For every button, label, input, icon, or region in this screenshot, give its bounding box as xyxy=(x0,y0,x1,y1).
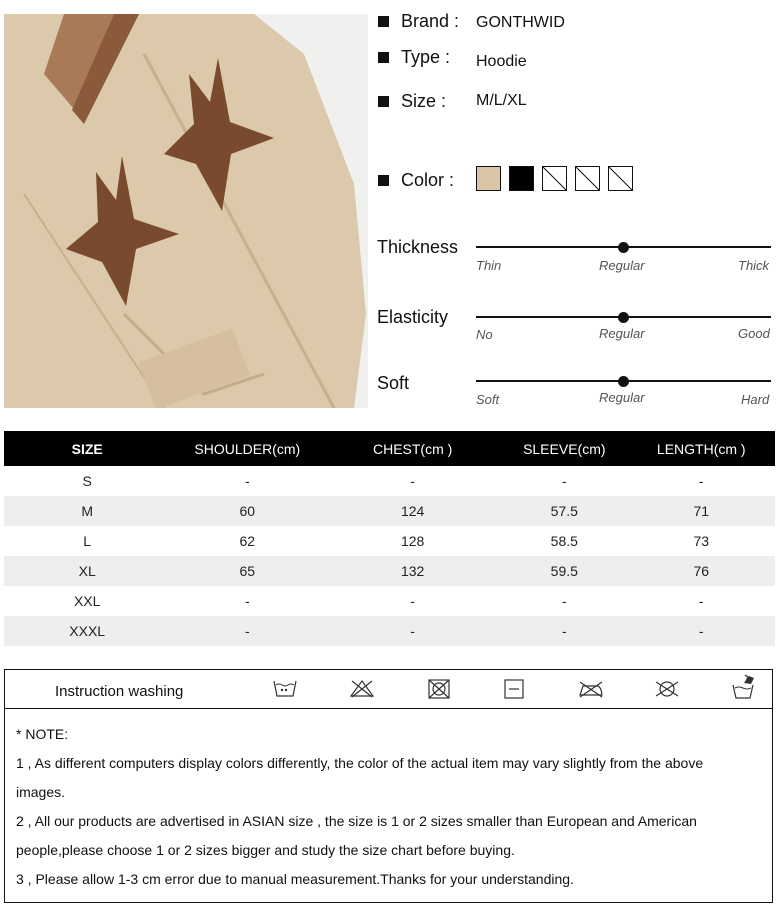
product-photo xyxy=(4,14,368,408)
elasticity-min-label: No xyxy=(476,327,493,342)
thickness-min-label: Thin xyxy=(476,258,502,273)
soft-label: Soft xyxy=(377,373,410,393)
elasticity-level-dot xyxy=(618,312,629,323)
table-cell: 57.5 xyxy=(501,496,627,526)
thickness-level-dot xyxy=(618,242,629,253)
do-not-dry-clean-icon xyxy=(653,678,681,700)
color-row xyxy=(378,170,454,191)
elasticity-mid-label: Regular xyxy=(599,326,645,341)
table-row xyxy=(4,616,775,646)
color-label: Color : xyxy=(401,170,455,190)
thickness-max-label: Thick xyxy=(738,258,770,273)
table-row xyxy=(4,586,775,616)
swatch-khaki[interactable] xyxy=(476,166,501,191)
soft-min-label: Soft xyxy=(476,392,500,407)
header-size: SIZE xyxy=(4,431,170,466)
soft-max-label: Hard xyxy=(741,392,770,407)
table-cell: - xyxy=(698,593,704,609)
table-cell: 59.5 xyxy=(501,556,627,586)
do-not-iron-icon xyxy=(577,678,605,700)
bullet-square-icon xyxy=(378,175,389,186)
table-cell: - xyxy=(244,473,250,489)
table-cell: XXXL xyxy=(4,616,170,646)
table-cell: 128 xyxy=(400,533,425,549)
hand-wash-icon xyxy=(731,673,757,701)
thickness-mid-label: Regular xyxy=(599,258,645,273)
note-line: people,please choose 1 or 2 sizes bigger and study the size chart before buying. xyxy=(16,842,515,858)
washing-instructions xyxy=(4,669,773,709)
table-cell: 76 xyxy=(628,556,776,586)
swatch-empty[interactable] xyxy=(542,166,567,191)
table-cell: XL xyxy=(4,556,170,586)
note-line: images. xyxy=(16,784,66,800)
table-cell: - xyxy=(628,616,776,646)
header-sleeve: SLEEVE(cm) xyxy=(501,431,627,466)
table-cell: 124 xyxy=(324,496,501,526)
do-not-tumble-dry-icon xyxy=(427,678,451,700)
table-row xyxy=(4,496,775,526)
elasticity-max-label: Good xyxy=(738,326,770,341)
size-chart-header-row xyxy=(4,431,775,466)
table-cell: 65 xyxy=(170,556,324,586)
elasticity-label: Elasticity xyxy=(377,307,449,327)
table-cell: 60 xyxy=(170,496,324,526)
table-cell: - xyxy=(561,473,567,489)
table-cell: 62 xyxy=(239,533,256,549)
note-line: 3 , Please allow 1-3 cm error due to manual measurement.Thanks for your understanding. xyxy=(16,871,574,887)
size-chart-table xyxy=(4,431,775,646)
bullet-square-icon xyxy=(378,52,389,63)
table-cell: - xyxy=(410,473,415,489)
bullet-square-icon xyxy=(378,96,389,107)
dry-flat-icon xyxy=(503,678,525,700)
note-line: 2 , All our products are advertised in ASIAN size , the size is 1 or 2 sizes smaller than European and American xyxy=(16,813,697,829)
table-cell: S xyxy=(82,473,92,489)
table-cell: XXL xyxy=(73,593,101,609)
soft-mid-label: Regular xyxy=(599,390,645,405)
table-row xyxy=(4,556,775,586)
table-cell: - xyxy=(561,593,567,609)
hand-wash-30-icon xyxy=(273,678,297,700)
washing-title: Instruction washing xyxy=(55,683,184,700)
table-cell: 58.5 xyxy=(550,533,578,549)
table-cell: - xyxy=(170,616,324,646)
size-row xyxy=(378,91,446,112)
type-label: Type : xyxy=(401,47,451,67)
table-cell: 73 xyxy=(693,533,710,549)
soft-level-dot xyxy=(618,376,629,387)
table-cell: L xyxy=(83,533,92,549)
table-cell: - xyxy=(501,616,627,646)
table-cell: - xyxy=(410,593,415,609)
table-cell: - xyxy=(244,593,250,609)
note-line: 1 , As different computers display colors differently, the color of the actual item may vary slightly from the above xyxy=(16,755,704,771)
header-shoulder: SHOULDER(cm) xyxy=(170,431,324,466)
size-label: Size : xyxy=(401,91,447,111)
brand-row xyxy=(378,11,459,32)
bullet-square-icon xyxy=(378,16,389,27)
swatch-empty[interactable] xyxy=(575,166,600,191)
swatch-black[interactable] xyxy=(509,166,534,191)
table-row xyxy=(4,466,775,496)
table-cell: 132 xyxy=(324,556,501,586)
brand-value: GONTHWID xyxy=(476,14,565,31)
table-cell: - xyxy=(698,473,704,489)
table-cell: 71 xyxy=(628,496,776,526)
brand-label: Brand : xyxy=(401,11,460,31)
header-chest: CHEST(cm ) xyxy=(324,431,501,466)
table-cell: - xyxy=(324,616,501,646)
type-row xyxy=(378,47,450,68)
header-length: LENGTH(cm ) xyxy=(628,431,776,466)
size-value: M/L/XL xyxy=(476,92,527,109)
table-cell: M xyxy=(4,496,170,526)
thickness-label: Thickness xyxy=(377,237,459,257)
note-title: * NOTE: xyxy=(16,726,69,742)
color-swatches xyxy=(476,166,641,191)
note-box xyxy=(4,709,773,903)
table-row xyxy=(4,526,775,556)
do-not-bleach-icon xyxy=(349,678,375,700)
type-value: Hoodie xyxy=(476,53,527,70)
swatch-empty[interactable] xyxy=(608,166,633,191)
